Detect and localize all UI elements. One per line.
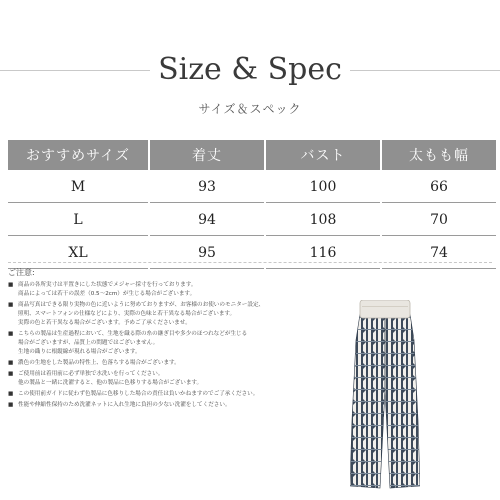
table-header-row: [8, 140, 496, 170]
note-item: [8, 370, 348, 388]
note-item: [8, 359, 348, 368]
title-section: [0, 0, 500, 140]
note-line: 商品の各所実寸は平置きにした状態でメジャー採寸を行っております。: [18, 282, 197, 288]
black-square-icon: ■: [8, 331, 14, 337]
note-line: 商品写真はできる限り実物の色に近いように努めておりますが、お客様のお使いのモニター設定、: [18, 302, 265, 308]
table-row: [8, 172, 496, 203]
cell-length: 93: [150, 172, 264, 203]
wide-pants-image: [350, 300, 420, 490]
note-line: 実際の色と若干異なる場合がございます。予めご了承くださいませ。: [18, 320, 191, 326]
note-line: この使用前ガイドに従わず色製品に色移りした場合の責任は負いかねますのでご了承ください。: [18, 391, 259, 397]
cell-bust: 116: [266, 238, 380, 269]
cell-thigh: 70: [382, 205, 496, 236]
note-line: 場合がございますが、品質上の問題ではございません。: [18, 340, 159, 346]
header-bust: バスト: [266, 140, 380, 170]
cell-bust: 100: [266, 172, 380, 203]
cell-size: L: [8, 205, 148, 236]
notes-divider: [8, 262, 492, 263]
note-line: ご使用前は着用前に必ず単独で水洗いを行ってください。: [18, 371, 164, 377]
cell-size: M: [8, 172, 148, 203]
cell-length: 94: [150, 205, 264, 236]
note-line: 商品によっては若干の誤差（0.5～2cm）が生じる場合がございます。: [18, 291, 196, 297]
cell-bust: 108: [266, 205, 380, 236]
note-line: 生地の織りに根縦線が現れる場合がございます。: [18, 349, 141, 355]
black-square-icon: ■: [8, 302, 14, 308]
black-square-icon: ■: [8, 402, 14, 408]
note-line: 性能や伸縮性保持のため洗濯ネットに入れ生地に負担の少ない洗濯をしてください。: [18, 402, 231, 408]
table-row: [8, 238, 496, 269]
black-square-icon: ■: [8, 371, 14, 377]
note-item: [8, 401, 348, 410]
title-divider-left: [0, 70, 150, 71]
note-item: [8, 301, 348, 328]
cell-size: XL: [8, 238, 148, 269]
cell-thigh: 66: [382, 172, 496, 203]
notes-section: [8, 268, 348, 412]
black-square-icon: ■: [8, 282, 14, 288]
note-line: こちらの製品は生産過程において、生地を織る際の糸の継ぎ目や多少のほつれなどが生じる: [18, 331, 248, 337]
note-line: 濃色の生地をした製品の特性上、色落ちする場合がございます。: [18, 360, 180, 366]
cell-length: 95: [150, 238, 264, 269]
cell-thigh: 74: [382, 238, 496, 269]
page-subtitle: サイズ＆スペック: [198, 102, 302, 116]
size-spec-table: [6, 138, 498, 271]
note-line: 他の製品と一緒に洗濯すると、他の製品に色移りする場合がございます。: [18, 380, 203, 386]
note-line: 照明、スマートフォンの仕様などにより、実際の色味と若干異なる場合がございます。: [18, 311, 236, 317]
table-row: [8, 205, 496, 236]
black-square-icon: ■: [8, 360, 14, 366]
notes-heading: ご注意:: [8, 268, 35, 277]
header-length: 着丈: [150, 140, 264, 170]
header-thigh-width: 太もも幅: [382, 140, 496, 170]
header-recommended-size: おすすめサイズ: [8, 140, 148, 170]
black-square-icon: ■: [8, 391, 14, 397]
title-divider-right: [350, 70, 500, 71]
note-item: [8, 281, 348, 299]
note-item: [8, 330, 348, 357]
page-title: Size & Spec: [158, 52, 342, 87]
note-item: [8, 390, 348, 399]
